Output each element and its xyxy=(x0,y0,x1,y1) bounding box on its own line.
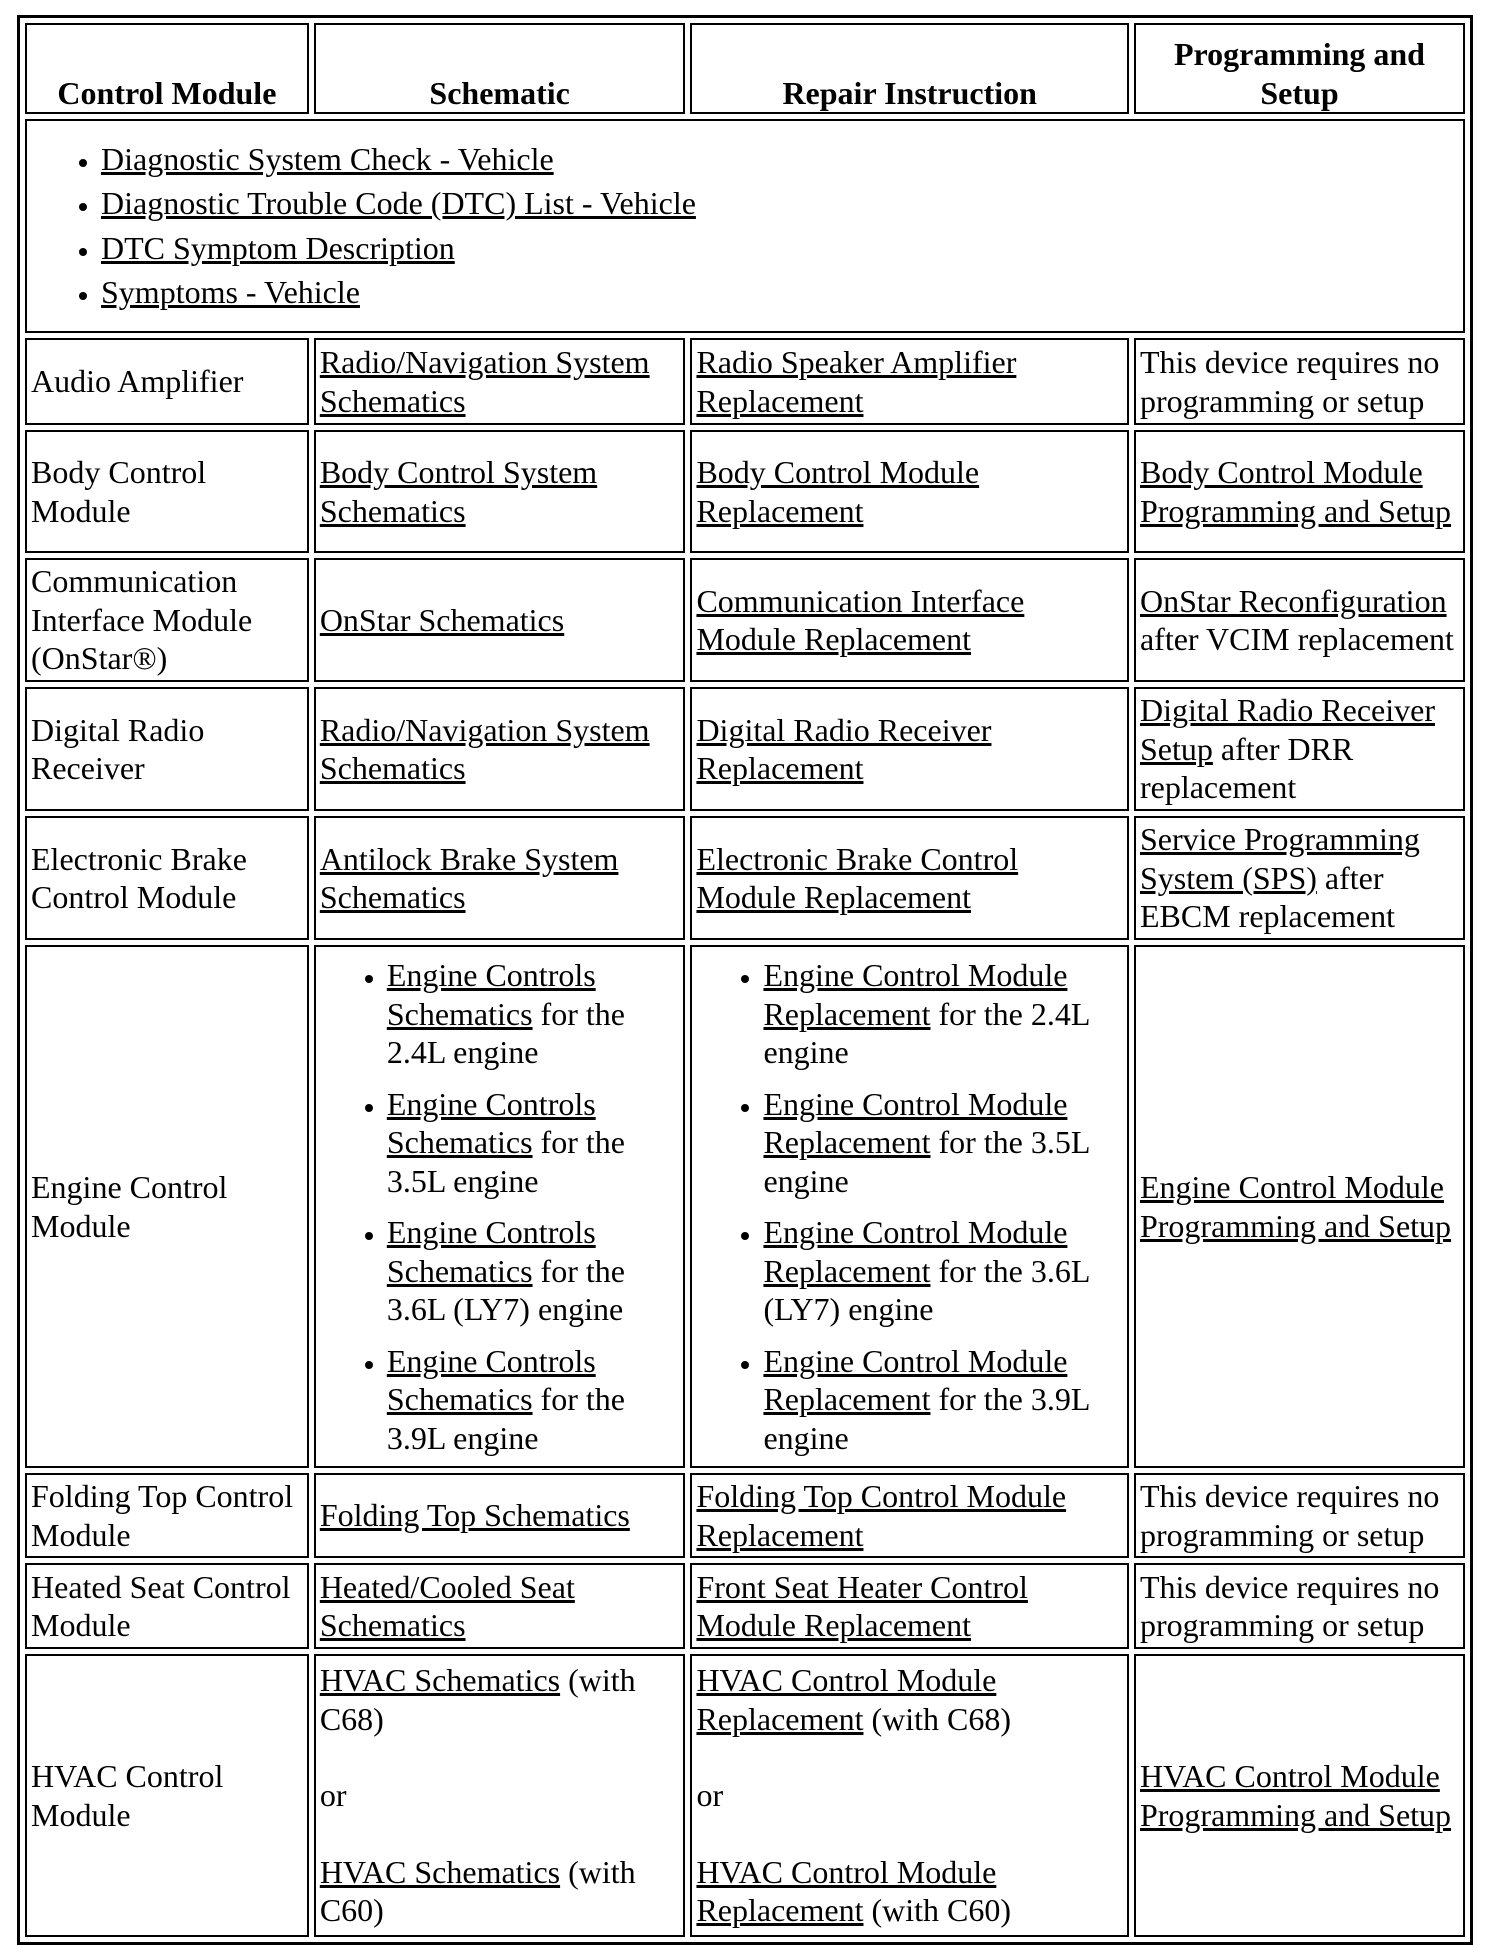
link[interactable]: Antilock Brake System Schematics xyxy=(319,840,619,915)
header-control-module: Control Module xyxy=(25,23,309,114)
text: (with C68) xyxy=(319,1662,636,1737)
module-name-cell: Digital Radio Receiver xyxy=(25,687,309,811)
dtc-list-link[interactable]: Diagnostic Trouble Code (DTC) List - Vehicle xyxy=(101,185,696,221)
paragraph xyxy=(1140,453,1459,530)
programming-setup-cell xyxy=(1134,1563,1465,1649)
link[interactable]: HVAC Schematics xyxy=(319,1853,561,1890)
programming-setup-cell xyxy=(1134,687,1465,811)
text: or xyxy=(696,1777,724,1814)
schematic-cell xyxy=(314,338,686,425)
link[interactable]: Engine Control Module Replacement xyxy=(763,1342,1068,1417)
diagnostic-system-check-link[interactable]: Diagnostic System Check - Vehicle xyxy=(101,140,554,177)
paragraph xyxy=(696,582,1123,659)
diagnostic-links-list xyxy=(31,140,1459,312)
link[interactable]: OnStar Reconfiguration xyxy=(1139,582,1447,619)
link[interactable]: Folding Top Schematics xyxy=(319,1497,630,1534)
list-item xyxy=(387,1342,680,1458)
link[interactable]: OnStar Schematics xyxy=(319,601,565,638)
paragraph xyxy=(696,840,1123,917)
link[interactable]: Digital Radio Receiver Replacement xyxy=(696,711,992,786)
module-name-cell: Electronic Brake Control Module xyxy=(25,816,309,940)
paragraph xyxy=(1140,343,1459,420)
repair-instruction-cell xyxy=(690,816,1129,940)
paragraph xyxy=(1140,1757,1459,1834)
link[interactable]: Engine Control Module Replacement xyxy=(763,1214,1068,1289)
repair-instruction-cell xyxy=(690,430,1129,553)
link[interactable]: HVAC Control Module Programming and Setup xyxy=(1139,1758,1452,1833)
list-item xyxy=(387,1085,680,1201)
link[interactable]: Radio/Navigation System Schematics xyxy=(319,344,650,419)
paragraph xyxy=(696,1776,1123,1815)
paragraph xyxy=(696,1853,1123,1930)
paragraph xyxy=(320,343,680,420)
paragraph xyxy=(696,343,1123,420)
header-schematic: Schematic xyxy=(314,23,686,114)
list-item xyxy=(763,1213,1123,1329)
schematic-cell xyxy=(314,1473,686,1558)
link[interactable]: Engine Controls Schematics xyxy=(386,1085,596,1160)
paragraph xyxy=(320,1853,680,1930)
link[interactable]: Body Control Module Programming and Setup xyxy=(1139,454,1452,529)
repair-instruction-cell xyxy=(690,945,1129,1468)
schematic-cell xyxy=(314,945,686,1468)
link[interactable]: Folding Top Control Module Replacement xyxy=(696,1478,1067,1553)
module-name-cell: Folding Top Control Module xyxy=(25,1473,309,1558)
link[interactable]: Electronic Brake Control Module Replacement xyxy=(696,840,1019,915)
text: (with C60) xyxy=(863,1892,1012,1929)
paragraph xyxy=(320,601,680,640)
bullet-list xyxy=(320,956,680,1457)
link[interactable]: Communication Interface Module Replacement xyxy=(696,582,1025,657)
paragraph xyxy=(1140,1168,1459,1245)
link[interactable]: Body Control System Schematics xyxy=(319,454,598,529)
list-item xyxy=(101,229,1459,268)
table-row xyxy=(25,1563,1465,1649)
table-row xyxy=(25,1654,1465,1937)
programming-setup-cell xyxy=(1134,1473,1465,1558)
list-item xyxy=(101,184,1459,223)
repair-instruction-cell xyxy=(690,558,1129,682)
text: after DRR replacement xyxy=(1139,730,1354,806)
text: for the 3.5L engine xyxy=(386,1124,625,1199)
module-name-cell: Communication Interface Module (OnStar®) xyxy=(25,558,309,682)
header-row xyxy=(25,23,1465,114)
programming-setup-cell xyxy=(1134,816,1465,940)
paragraph xyxy=(696,1568,1123,1645)
schematic-cell xyxy=(314,816,686,940)
list-item xyxy=(101,140,1459,179)
text: (with C68) xyxy=(863,1700,1012,1737)
list-item xyxy=(763,956,1123,1072)
table-row xyxy=(25,687,1465,811)
control-module-table xyxy=(17,15,1473,1945)
text: for the 3.9L engine xyxy=(763,1381,1090,1456)
list-item xyxy=(387,956,680,1072)
list-item xyxy=(387,1213,680,1329)
list-item xyxy=(101,273,1459,312)
programming-setup-cell xyxy=(1134,558,1465,682)
text: after EBCM replacement xyxy=(1139,859,1395,935)
link[interactable]: Engine Controls Schematics xyxy=(386,1214,596,1289)
text: for the 2.4L engine xyxy=(386,995,625,1070)
link[interactable]: Engine Controls Schematics xyxy=(386,1342,596,1417)
repair-instruction-cell xyxy=(690,338,1129,425)
paragraph xyxy=(320,1661,680,1738)
paragraph xyxy=(320,1776,680,1815)
link[interactable]: Radio/Navigation System Schematics xyxy=(319,711,650,786)
text: (with C60) xyxy=(319,1853,636,1929)
link[interactable]: Radio Speaker Amplifier Replacement xyxy=(696,344,1017,419)
paragraph xyxy=(1140,820,1459,936)
list-item xyxy=(763,1085,1123,1201)
table-row xyxy=(25,430,1465,553)
text: for the 3.6L (LY7) engine xyxy=(763,1252,1090,1327)
schematic-cell xyxy=(314,1563,686,1649)
paragraph xyxy=(1140,691,1459,807)
link[interactable]: Engine Control Module Programming and Setup xyxy=(1139,1169,1452,1244)
paragraph xyxy=(696,711,1123,788)
table-row xyxy=(25,338,1465,425)
text: This device requires no programming or setup xyxy=(1139,1478,1440,1553)
paragraph xyxy=(320,1568,680,1645)
module-name-cell: Audio Amplifier xyxy=(25,338,309,425)
link[interactable]: HVAC Schematics xyxy=(319,1662,561,1699)
programming-setup-cell xyxy=(1134,430,1465,553)
module-name-cell: HVAC Control Module xyxy=(25,1654,309,1937)
header-repair-instruction: Repair Instruction xyxy=(690,23,1129,114)
table-row xyxy=(25,1473,1465,1558)
paragraph xyxy=(696,1661,1123,1738)
paragraph xyxy=(320,840,680,917)
programming-setup-cell xyxy=(1134,1654,1465,1937)
link[interactable]: Service Programming System (SPS) xyxy=(1139,821,1420,896)
list-item xyxy=(763,1342,1123,1458)
table-row xyxy=(25,558,1465,682)
dtc-symptom-description-link[interactable]: DTC Symptom Description xyxy=(101,229,455,266)
text: for the 3.9L engine xyxy=(386,1381,625,1456)
repair-instruction-cell xyxy=(690,1473,1129,1558)
text: for the 3.6L (LY7) engine xyxy=(386,1252,625,1327)
link[interactable]: Engine Control Module Replacement xyxy=(763,957,1068,1032)
paragraph xyxy=(320,711,680,788)
diagnostic-row xyxy=(25,119,1465,333)
paragraph xyxy=(320,453,680,530)
text: This device requires no programming or setup xyxy=(1139,1568,1440,1643)
schematic-cell xyxy=(314,687,686,811)
programming-setup-cell xyxy=(1134,945,1465,1468)
table-row xyxy=(25,945,1465,1468)
repair-instruction-cell xyxy=(690,1654,1129,1937)
paragraph xyxy=(1140,1568,1459,1645)
link[interactable]: HVAC Control Module Replacement xyxy=(696,1662,997,1737)
text: after VCIM replacement xyxy=(1139,621,1454,657)
link[interactable]: Engine Controls Schematics xyxy=(386,957,596,1032)
diagnostic-cell xyxy=(25,119,1465,333)
module-name-cell: Engine Control Module xyxy=(25,945,309,1468)
module-name-cell: Body Control Module xyxy=(25,430,309,553)
table-row xyxy=(25,816,1465,940)
schematic-cell xyxy=(314,430,686,553)
text: This device requires no programming or setup xyxy=(1139,344,1440,419)
text: for the 2.4L engine xyxy=(763,995,1090,1070)
header-programming-setup: Programming and Setup xyxy=(1134,23,1465,114)
text: for the 3.5L engine xyxy=(763,1124,1090,1199)
paragraph xyxy=(1140,1477,1459,1554)
repair-instruction-cell xyxy=(690,1563,1129,1649)
link[interactable]: Front Seat Heater Control Module Replacement xyxy=(696,1568,1028,1643)
paragraph xyxy=(320,1496,680,1535)
link[interactable]: Body Control Module Replacement xyxy=(696,454,980,529)
module-name-cell: Heated Seat Control Module xyxy=(25,1563,309,1649)
symptoms-vehicle-link[interactable]: Symptoms - Vehicle xyxy=(101,274,360,310)
paragraph xyxy=(696,1477,1123,1554)
text: or xyxy=(319,1777,347,1814)
schematic-cell xyxy=(314,558,686,682)
link[interactable]: HVAC Control Module Replacement xyxy=(696,1853,997,1929)
paragraph xyxy=(1140,582,1459,659)
link[interactable]: Heated/Cooled Seat Schematics xyxy=(319,1568,575,1643)
schematic-cell xyxy=(314,1654,686,1937)
link[interactable]: Digital Radio Receiver Setup xyxy=(1139,692,1435,767)
paragraph xyxy=(696,453,1123,530)
link[interactable]: Engine Control Module Replacement xyxy=(763,1085,1068,1160)
repair-instruction-cell xyxy=(690,687,1129,811)
programming-setup-cell xyxy=(1134,338,1465,425)
bullet-list xyxy=(696,956,1123,1457)
